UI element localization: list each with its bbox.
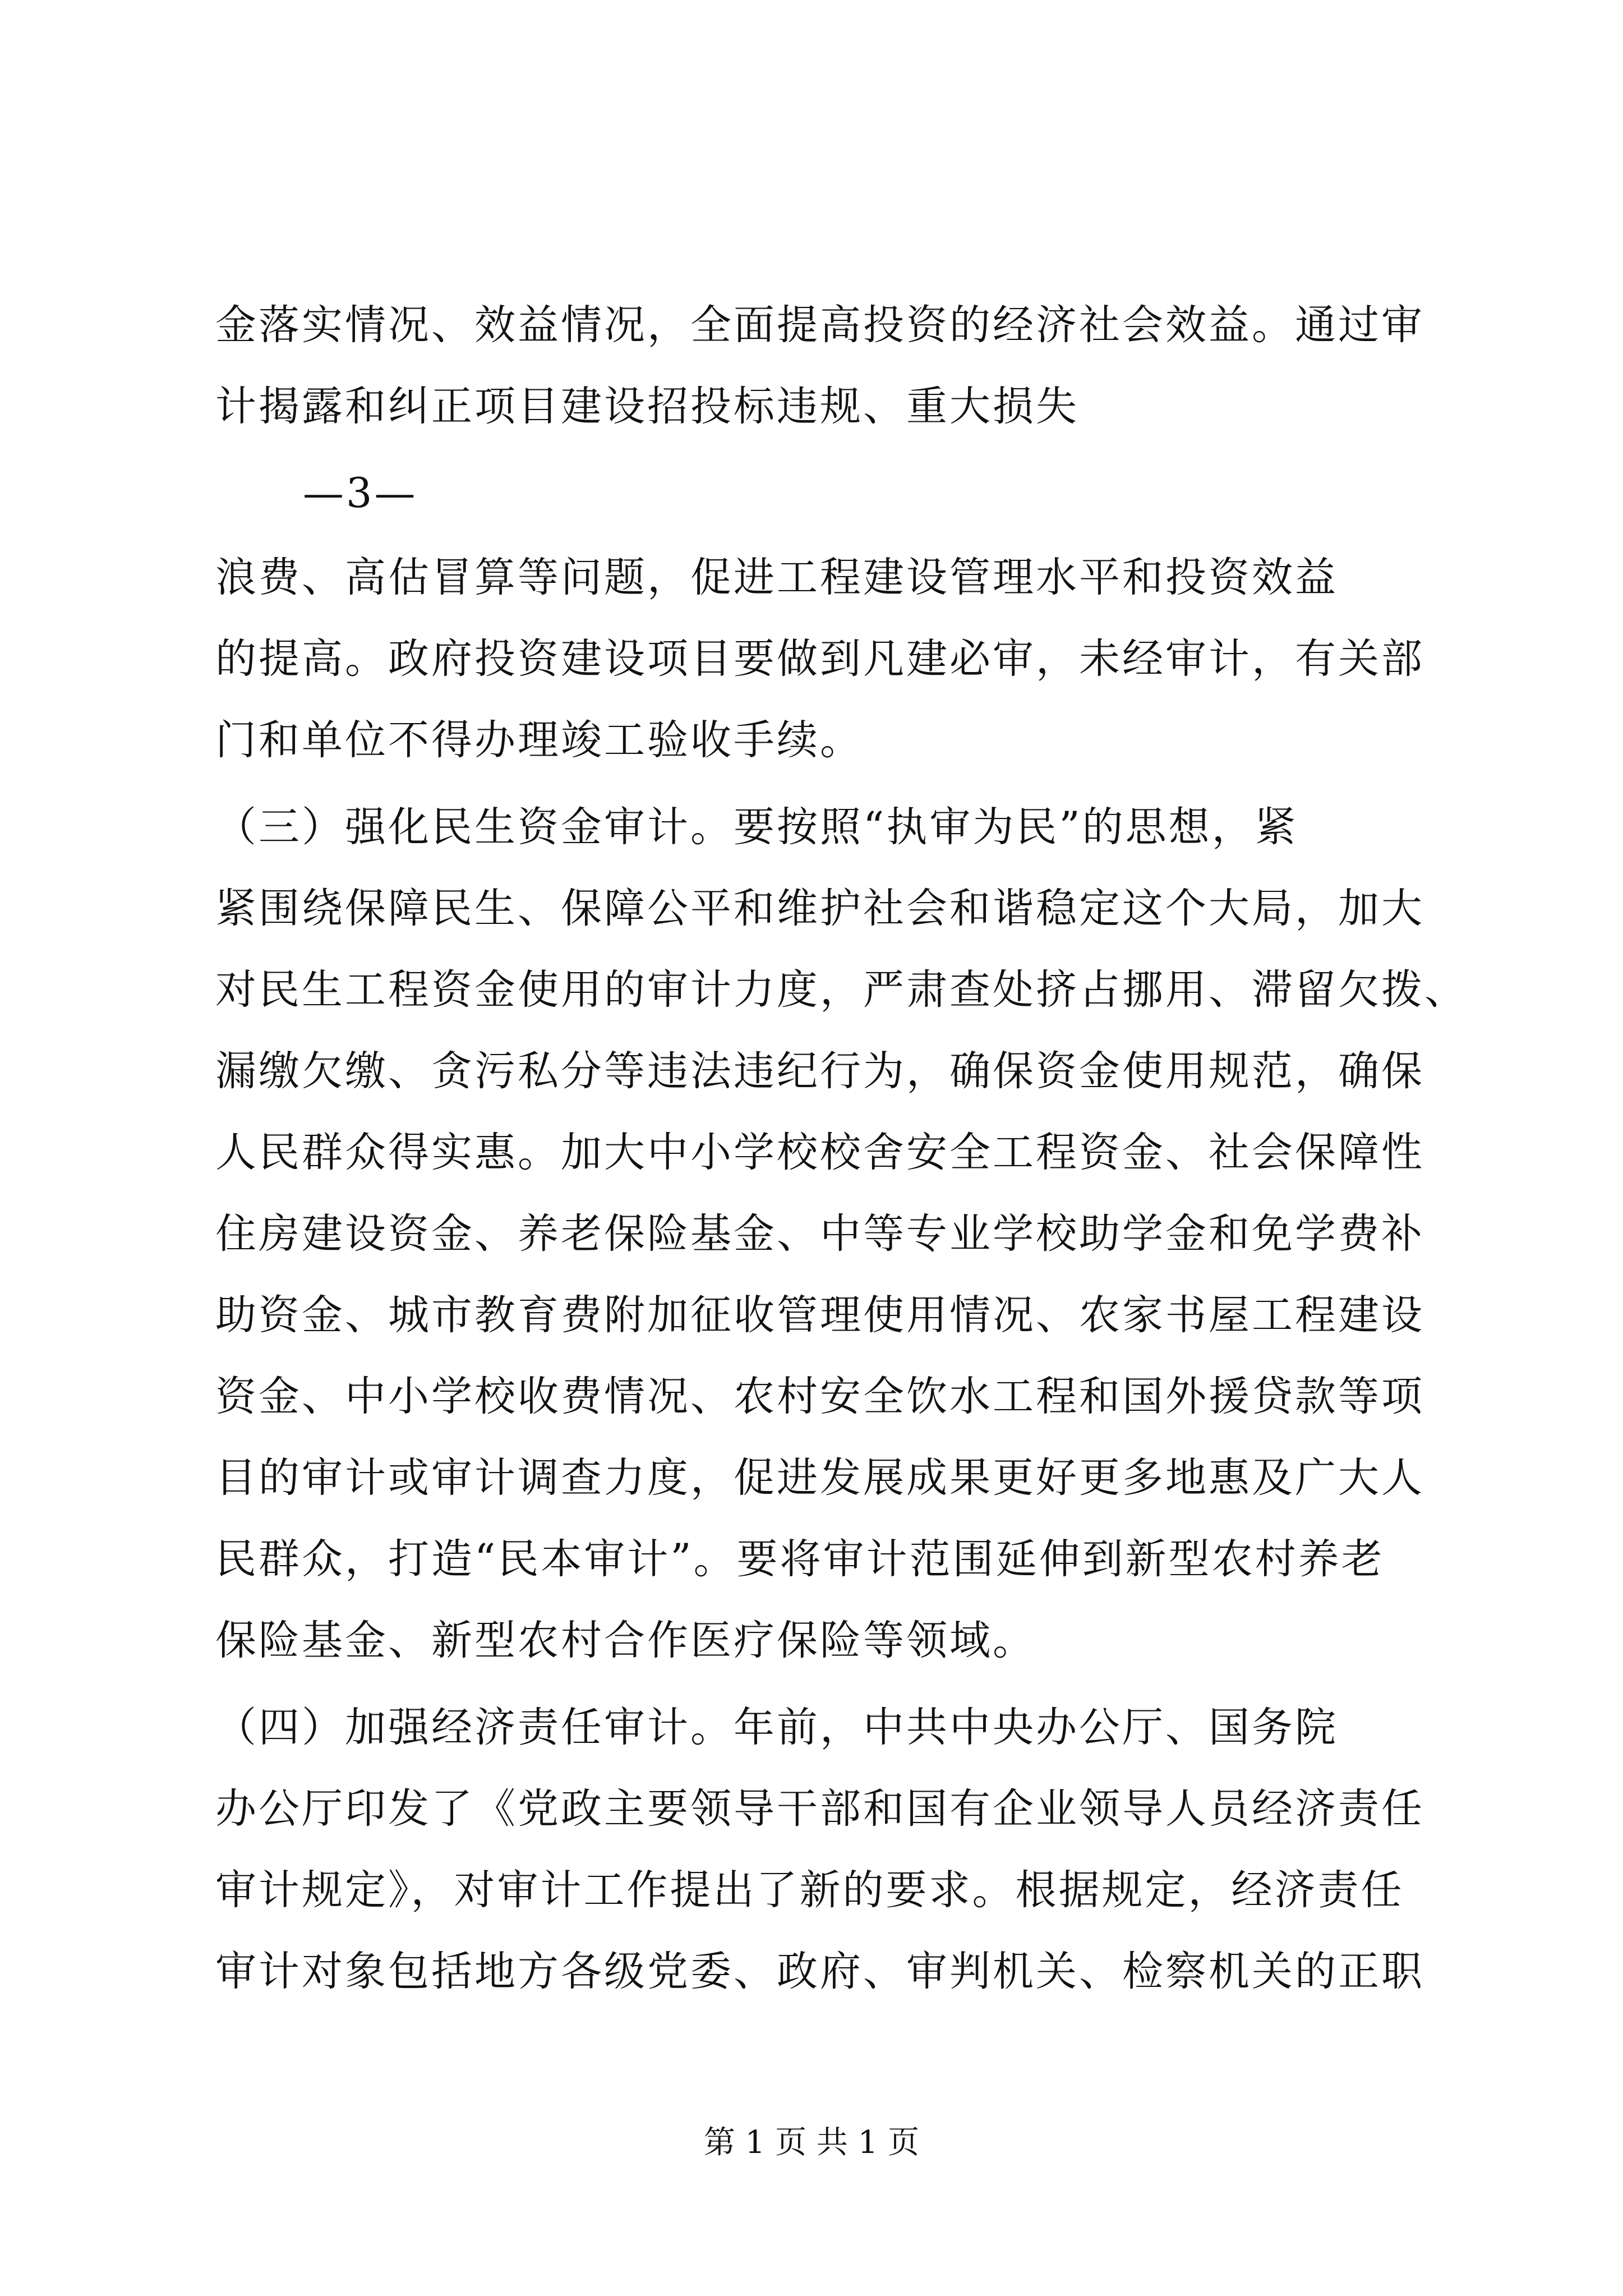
text-line: 目的审计或审计调查力度，促进发展成果更好更多地惠及广大人 [215, 1454, 1424, 1502]
text-line: 金落实情况、效益情况，全面提高投资的经济社会效益。通过审 [215, 301, 1424, 349]
text-line: 漏缴欠缴、贪污私分等违法违纪行为，确保资金使用规范，确保 [215, 1047, 1424, 1095]
text-line: （三）强化民生资金审计。要按照“执审为民”的思想，紧 [215, 803, 1298, 851]
text-line: 紧围绕保障民生、保障公平和维护社会和谐稳定这个大局，加大 [215, 885, 1424, 932]
text-line: 计揭露和纠正项目建设招投标违规、重大损失 [215, 383, 1079, 430]
text-line: 办公厅印发了《党政主要领导干部和国有企业领导人员经济责任 [215, 1785, 1424, 1833]
text-line: 浪费、高估冒算等问题，促进工程建设管理水平和投资效益 [215, 554, 1338, 601]
text-line: 门和单位不得办理竣工验收手续。 [215, 716, 863, 764]
text-line: 的提高。政府投资建设项目要做到凡建必审，未经审计，有关部 [215, 635, 1424, 683]
page-marker: —3— [303, 470, 418, 517]
text-line: 民群众，打造“民本审计”。要将审计范围延伸到新型农村养老 [215, 1535, 1385, 1583]
text-line: 资金、中小学校收费情况、农村安全饮水工程和国外援贷款等项 [215, 1373, 1424, 1420]
text-line: 对民生工程资金使用的审计力度，严肃查处挤占挪用、滞留欠拨、 [215, 966, 1468, 1014]
text-line: 助资金、城市教育费附加征收管理使用情况、农家书屋工程建设 [215, 1291, 1424, 1339]
text-line: 审计规定》，对审计工作提出了新的要求。根据规定，经济责任 [215, 1866, 1404, 1914]
text-line: 保险基金、新型农村合作医疗保险等领域。 [215, 1617, 1036, 1664]
page-footer: 第 1 页 共 1 页 [703, 2124, 920, 2161]
text-line: 住房建设资金、养老保险基金、中等专业学校助学金和免学费补 [215, 1210, 1424, 1258]
text-line: 人民群众得实惠。加大中小学校校舍安全工程资金、社会保障性 [215, 1129, 1424, 1176]
text-line: 审计对象包括地方各级党委、政府、审判机关、检察机关的正职 [215, 1948, 1424, 1995]
text-line: （四）加强经济责任审计。年前，中共中央办公厅、国务院 [215, 1704, 1338, 1751]
